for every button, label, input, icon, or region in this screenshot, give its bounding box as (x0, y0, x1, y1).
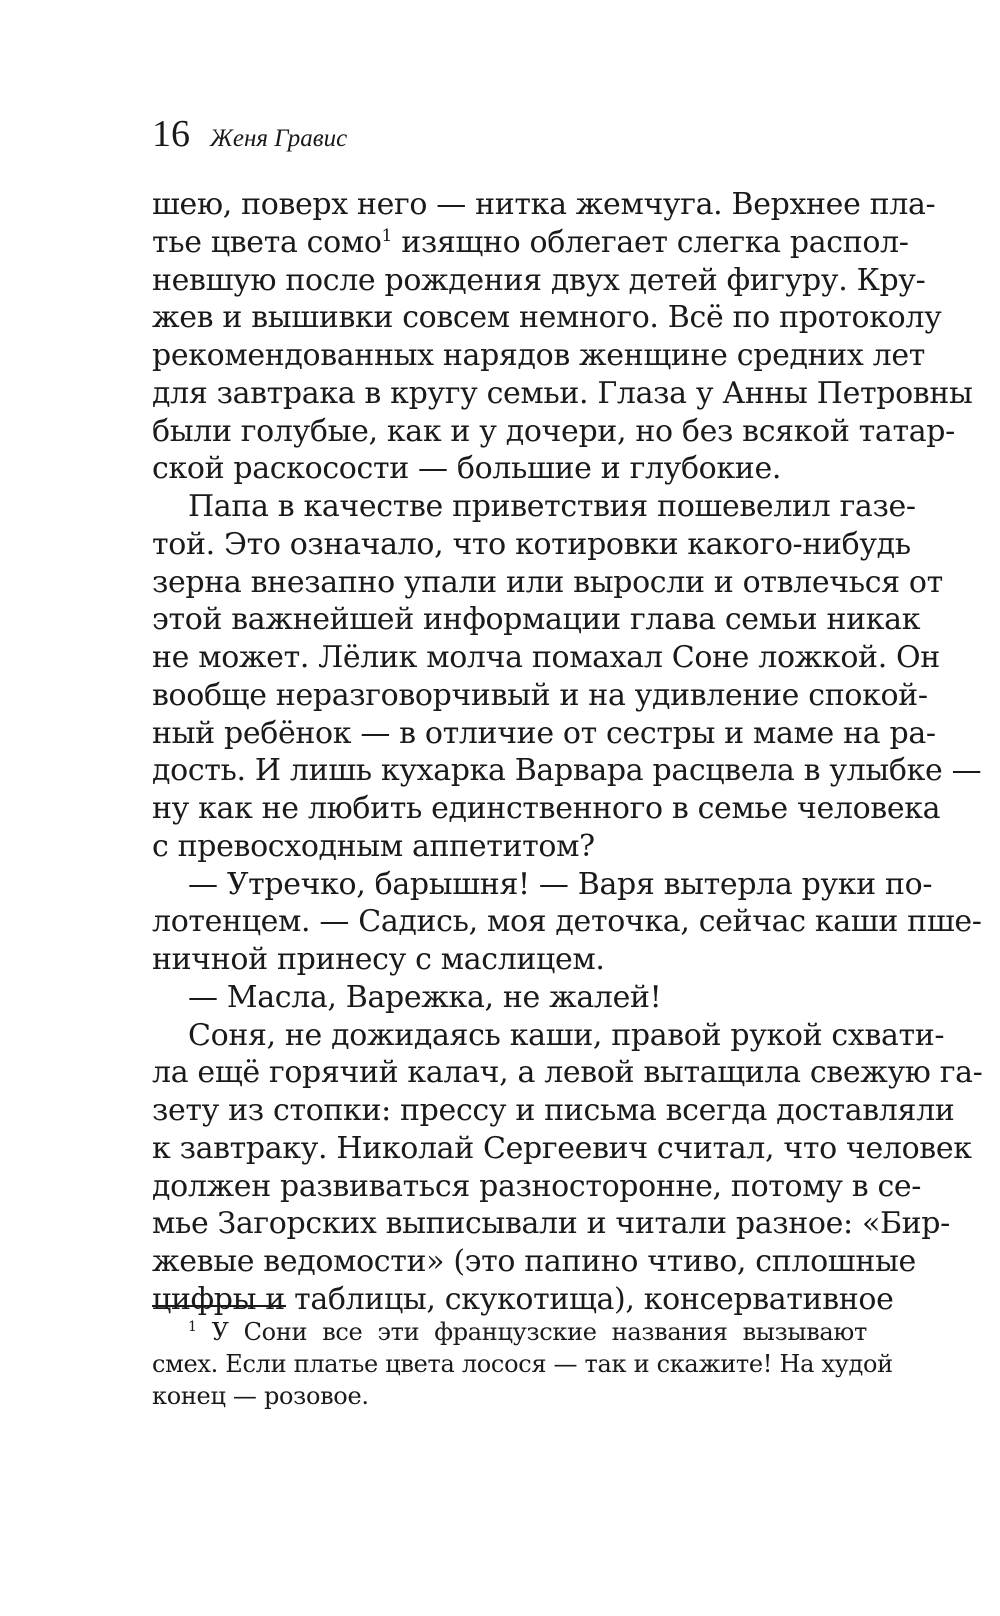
text-line: вообще неразговорчивый и на удивление спокой- (152, 677, 928, 713)
text-line: зерна внезапно упали или выросли и отвлечься от (152, 564, 943, 600)
text-line: к завтраку. Николай Сергеевич считал, что человек (152, 1130, 972, 1166)
footnote-line: конец — розовое. (152, 1382, 369, 1410)
footnote-reference[interactable]: 1 (381, 225, 393, 246)
page-number: 16 (152, 113, 190, 155)
footnote-marker: 1 (188, 1319, 197, 1335)
text-line: были голубые, как и у дочери, но без всякой татар- (152, 413, 955, 449)
text-line: жев и вышивки совсем немного. Всё по протоколу (152, 300, 942, 336)
text-segment: тье цвета сомо (152, 224, 382, 260)
text-line: ну как не любить единственного в семье человека (152, 791, 941, 826)
text-line: — Масла, Варежка, не жалей! (188, 979, 662, 1015)
text-line: с превосходным аппетитом? (152, 828, 595, 864)
text-segment: изящно облегает слегка распол- (392, 224, 909, 260)
text-line: лотенцем. — Садись, моя деточка, сейчас каши пше- (152, 904, 982, 940)
text-line: зету из стопки: прессу и письма всегда доставляли (152, 1093, 955, 1128)
text-line: жевые ведомости» (это папино чтиво, сплошные (152, 1244, 916, 1279)
text-line: ный ребёнок — в отличие от сестры и маме на ра- (152, 715, 936, 751)
text-line: должен развиваться разносторонне, потому в се- (152, 1168, 922, 1204)
text-line: Папа в качестве приветствия пошевелил газе- (188, 489, 916, 524)
text-line: для завтрака в кругу семьи. Глаза у Анны Петровны (152, 375, 973, 411)
running-head-author: Женя Гравис (210, 125, 348, 152)
text-line: Соня, не дожидаясь каши, правой рукой схвати- (188, 1017, 945, 1053)
text-line: невшую после рождения двух детей фигуру. Кру- (152, 262, 926, 298)
text-line: цифры и таблицы, скукотища), консервативное (152, 1281, 894, 1317)
footnote-divider (152, 1305, 286, 1307)
text-line: мье Загорских выписывали и читали разное: «Бир- (152, 1206, 950, 1242)
body-text (152, 186, 983, 1319)
text-line: дость. И лишь кухарка Варвара расцвела в улыбке — (152, 753, 982, 789)
text-line: ской раскосости — большие и глубокие. (152, 451, 782, 487)
text-line: не может. Лёлик молча помахал Соне ложкой. Он (152, 640, 940, 675)
text-line (152, 224, 909, 262)
text-line: — Утречко, барышня! — Варя вытерла руки по- (188, 866, 933, 902)
text-line: шею, поверх него — нитка жемчуга. Верхнее пла- (152, 187, 936, 222)
footnote-text: У Сони все эти французские названия вызывают (196, 1318, 867, 1346)
text-line: ла ещё горячий калач, а левой вытащила свежую га- (152, 1055, 983, 1091)
text-line: той. Это означало, что котировки какого-нибудь (152, 526, 911, 562)
text-line: рекомендованных нарядов женщине средних лет (152, 338, 926, 373)
text-line: ничной принесу с маслицем. (152, 942, 605, 977)
footnote (152, 1316, 893, 1412)
page-header (152, 112, 347, 156)
text-line: этой важнейшей информации глава семьи никак (152, 602, 921, 638)
footnote-line (152, 1316, 867, 1348)
footnote-line: смех. Если платье цвета лосося — так и скажите! На худой (152, 1350, 893, 1378)
